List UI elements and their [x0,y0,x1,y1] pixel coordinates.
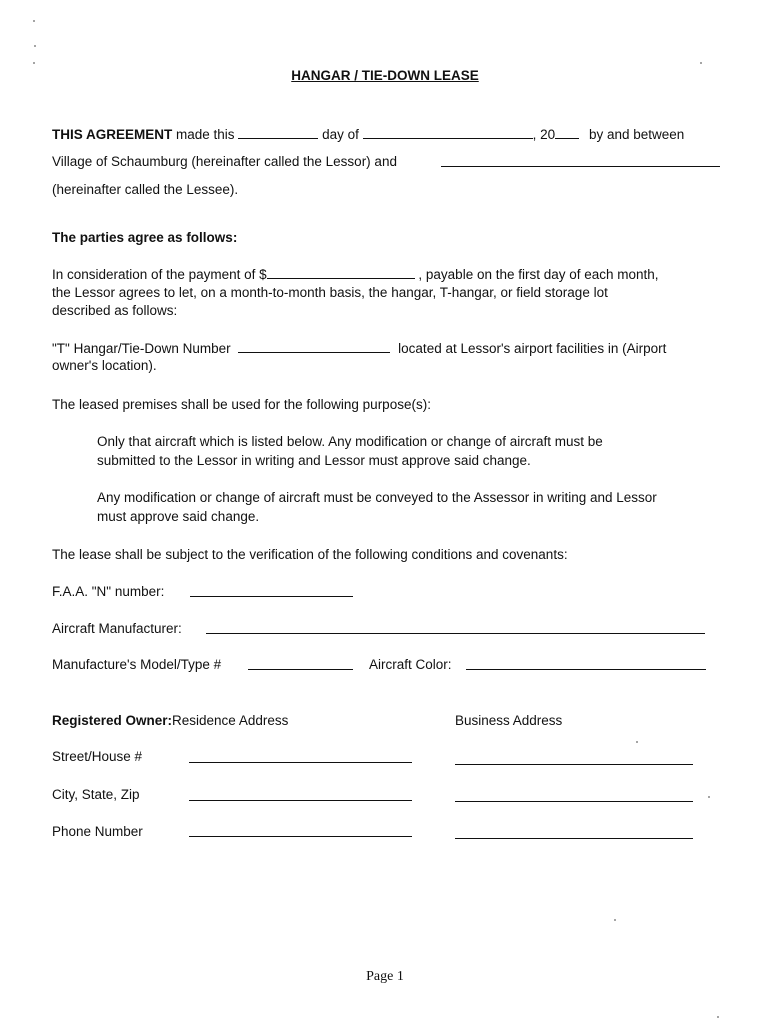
agreement-line-1 [52,125,684,143]
scan-speck [717,1016,719,1018]
day-blank[interactable] [238,125,318,139]
month-blank[interactable] [363,125,533,139]
scan-speck [636,741,638,743]
business-address-heading: Business Address [455,713,563,728]
registered-owner-row [52,712,288,729]
hangar-number-line-2: owner's location). [52,358,157,373]
faa-number-blank[interactable] [190,596,353,597]
hangar-location-text: located at Lessor's airport facilities in (Airport [398,341,667,356]
business-phone-blank[interactable] [455,838,693,839]
purpose-2-line-1: Any modification or change of aircraft must be conveyed to the Assessor in writing and Lessor [97,490,657,505]
hangar-number-label: "T" Hangar/Tie-Down Number [52,341,231,356]
purpose-intro: The leased premises shall be used for the following purpose(s): [52,397,431,412]
scan-speck [708,796,710,798]
by-and-between-text: by and between [588,127,685,142]
city-state-zip-label: City, State, Zip [52,787,140,802]
consideration-line-3: described as follows: [52,303,178,318]
year-blank[interactable] [555,125,579,139]
residence-phone-blank[interactable] [189,836,412,837]
model-type-label: Manufacture's Model/Type # [52,657,222,672]
aircraft-manufacturer-label: Aircraft Manufacturer: [52,621,182,636]
scan-speck [700,62,702,64]
day-of-text: day of [322,127,359,142]
scan-speck [34,45,36,47]
conditions-intro: The lease shall be subject to the verification of the following conditions and covenants: [52,547,568,562]
scan-speck [614,919,616,921]
residence-street-blank[interactable] [189,762,412,763]
aircraft-color-blank[interactable] [466,669,706,670]
phone-number-label: Phone Number [52,824,143,839]
consideration-rest: , payable on the first day of each month, [418,267,659,282]
street-house-label: Street/House # [52,749,143,764]
payment-amount-blank[interactable] [267,265,415,279]
purpose-1-line-2: submitted to the Lessor in writing and Lessor must approve said change. [97,453,531,468]
hangar-number-blank[interactable] [238,339,390,353]
hangar-number-line-1 [52,339,666,357]
agreement-line-2: Village of Schaumburg (hereinafter called the Lessor) and [52,154,397,169]
purpose-1-line-1: Only that aircraft which is listed below. Any modification or change of aircraft must be [97,434,603,449]
consideration-line-1 [52,265,659,283]
registered-owner-heading: Registered Owner: [52,713,173,728]
residence-address-heading: Residence Address [172,713,289,728]
agreement-line-3: (hereinafter called the Lessee). [52,182,239,197]
document-title: HANGAR / TIE-DOWN LEASE [291,68,479,83]
agreement-lead: THIS AGREEMENT [52,127,173,142]
lessee-name-blank[interactable] [441,166,720,167]
scan-speck [33,20,35,22]
scan-speck [33,62,35,64]
residence-city-blank[interactable] [189,800,412,801]
aircraft-color-label: Aircraft Color: [369,657,452,672]
page-number: Page 1 [366,969,404,984]
parties-heading: The parties agree as follows: [52,230,238,245]
model-type-blank[interactable] [248,669,353,670]
year-prefix-text: , 20 [532,127,556,142]
purpose-2-line-2: must approve said change. [97,509,260,524]
consideration-line-2: the Lessor agrees to let, on a month-to-month basis, the hangar, T-hangar, or field storage lot [52,285,608,300]
aircraft-manufacturer-blank[interactable] [206,633,705,634]
consideration-prefix: In consideration of the payment of $ [52,267,267,282]
business-street-blank[interactable] [455,764,693,765]
faa-number-label: F.A.A. "N" number: [52,584,165,599]
made-this-text: made this [176,127,235,142]
business-city-blank[interactable] [455,801,693,802]
